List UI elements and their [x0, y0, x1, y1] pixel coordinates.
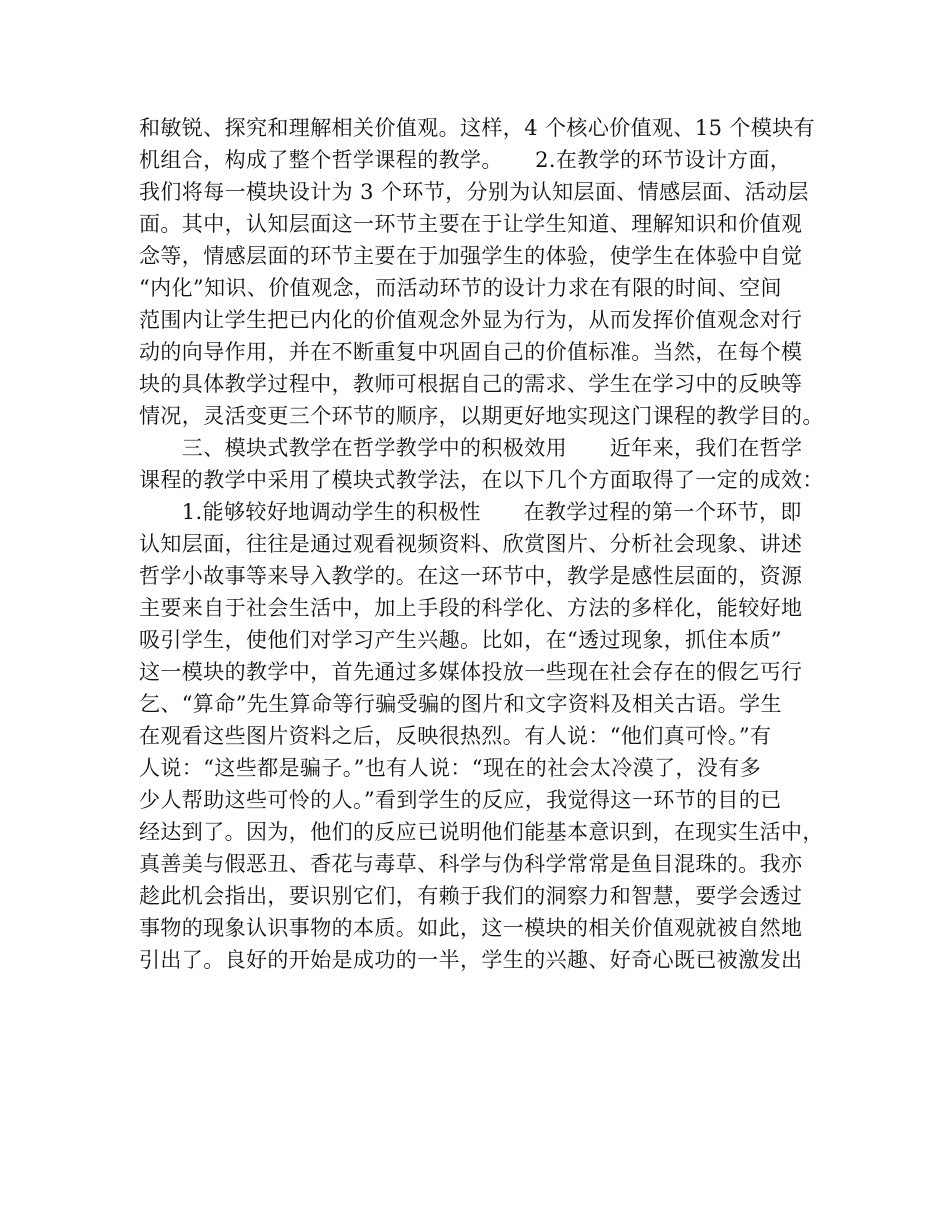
text-line: 人说：“这些都是骗子。”也有人说：“现在的社会太冷漠了，没有多 [139, 756, 762, 780]
text-line: 吸引学生，使他们对学习产生兴趣。比如，在“透过现象，抓住本质” [139, 628, 782, 652]
text-line: 课程的教学中采用了模块式教学法，在以下几个方面取得了一定的成效： [139, 468, 824, 492]
text-line: 哲学小故事等来导入教学的。在这一环节中，教学是感性层面的，资源 [139, 564, 803, 588]
text-line: 趁此机会指出，要识别它们，有赖于我们的洞察力和智慧，要学会透过 [139, 884, 803, 908]
text-line: 1.能够较好地调动学生的积极性 在教学过程的第一个环节，即 [139, 500, 802, 524]
text-line: 真善美与假恶丑、香花与毒草、科学与伪科学常常是鱼目混珠的。我亦 [139, 852, 803, 876]
text-line: 在观看这些图片资料之后，反映很热烈。有人说：“他们真可怜。”有 [139, 724, 772, 748]
text-line: 乞、“算命”先生算命等行骗受骗的图片和文字资料及相关古语。学生 [139, 692, 782, 716]
text-line: 范围内让学生把已内化的价值观念外显为行为，从而发挥价值观念对行 [139, 308, 803, 332]
text-line: 情况，灵活变更三个环节的顺序，以期更好地实现这门课程的教学目的。 [139, 404, 824, 428]
text-line: 三、模块式教学在哲学教学中的积极效用 近年来，我们在哲学 [139, 436, 803, 460]
text-line: 引出了。良好的开始是成功的一半，学生的兴趣、好奇心既已被激发出 [139, 948, 803, 972]
text-line: 块的具体教学过程中，教师可根据自己的需求、学生在学习中的反映等 [139, 372, 803, 396]
text-line: 认知层面，往往是通过观看视频资料、欣赏图片、分析社会现象、讲述 [139, 532, 803, 556]
text-line: 动的向导作用，并在不断重复中巩固自己的价值标准。当然，在每个模 [139, 340, 803, 364]
text-line: 和敏锐、探究和理解相关价值观。这样，4 个核心价值观、15 个模块有 [139, 116, 816, 140]
text-line: 少人帮助这些可怜的人。”看到学生的反应，我觉得这一环节的目的已 [139, 788, 782, 812]
text-line: 经达到了。因为，他们的反应已说明他们能基本意识到，在现实生活中， [139, 820, 824, 844]
text-line: 念等，情感层面的环节主要在于加强学生的体验，使学生在体验中自觉 [139, 244, 803, 268]
text-line: “内化”知识、价值观念，而活动环节的设计力求在有限的时间、空间 [139, 276, 782, 300]
text-line: 机组合，构成了整个哲学课程的教学。 2.在教学的环节设计方面， [139, 148, 792, 172]
text-line: 这一模块的教学中，首先通过多媒体投放一些现在社会存在的假乞丐行 [139, 660, 803, 684]
text-line: 主要来自于社会生活中，加上手段的科学化、方法的多样化，能较好地 [139, 596, 803, 620]
text-line: 事物的现象认识事物的本质。如此，这一模块的相关价值观就被自然地 [139, 916, 803, 940]
text-line: 我们将每一模块设计为 3 个环节，分别为认知层面、情感层面、活动层 [139, 180, 809, 204]
body-text [139, 112, 829, 976]
text-line: 面。其中，认知层面这一环节主要在于让学生知道、理解知识和价值观 [139, 212, 803, 236]
